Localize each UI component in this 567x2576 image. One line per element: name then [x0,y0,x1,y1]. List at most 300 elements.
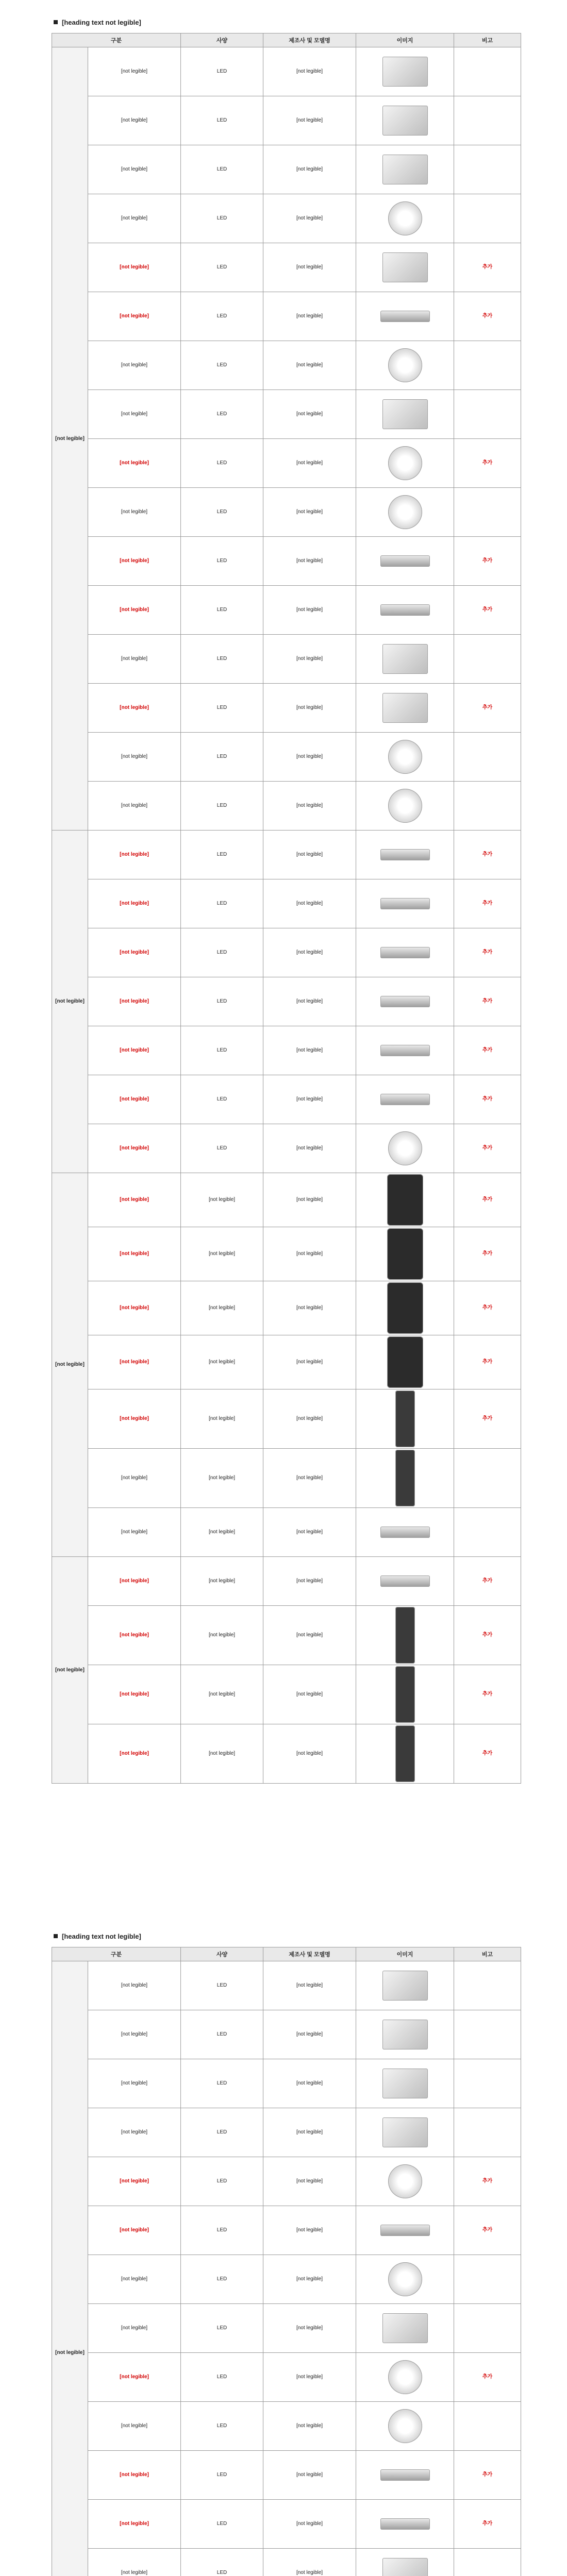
spec-cell: [not legible] [181,1449,263,1508]
spec-cell: LED [181,879,263,928]
product-photo [388,2164,422,2198]
item-name-cell: [not legible] [88,831,181,879]
product-photo [380,1575,430,1587]
model-cell: [not legible] [263,47,356,96]
spec-cell: [not legible] [181,1557,263,1606]
table-row [52,488,521,537]
model-cell: [not legible] [263,1227,356,1281]
product-image-cell [356,1124,454,1173]
category-cell: [not legible] [52,47,88,831]
section-title [52,15,521,29]
product-image-cell [356,1961,454,2010]
model-cell: [not legible] [263,2549,356,2576]
note-cell [454,2108,521,2157]
note-cell: 추가 [454,1227,521,1281]
spec-cell: [not legible] [181,1173,263,1227]
spec-cell: [not legible] [181,1281,263,1335]
model-cell: [not legible] [263,1665,356,1724]
category-cell: [not legible] [52,1961,88,2576]
model-cell: [not legible] [263,2206,356,2255]
spec-cell: LED [181,782,263,831]
model-cell: [not legible] [263,2108,356,2157]
model-cell: [not legible] [263,292,356,341]
table-row [52,1557,521,1606]
spec-cell: [not legible] [181,1724,263,1784]
table-row [52,1227,521,1281]
item-name-cell: [not legible] [88,439,181,488]
product-photo [395,1607,415,1664]
spec-cell: LED [181,635,263,684]
note-cell: 추가 [454,1724,521,1784]
product-photo [395,1725,415,1782]
note-cell: 추가 [454,977,521,1026]
spec-cell: LED [181,488,263,537]
note-cell [454,488,521,537]
product-image-cell [356,1665,454,1724]
model-cell: [not legible] [263,782,356,831]
spec-cell: LED [181,586,263,635]
product-photo [380,2469,430,2481]
table-row [52,1173,521,1227]
model-cell: [not legible] [263,2500,356,2549]
model-cell: [not legible] [263,2451,356,2500]
product-image-cell [356,2157,454,2206]
item-name-cell: [not legible] [88,684,181,733]
product-image-cell [356,2451,454,2500]
note-cell [454,96,521,145]
product-image-cell [356,1075,454,1124]
product-image-cell [356,1557,454,1606]
category-cell: [not legible] [52,831,88,1173]
item-name-cell: [not legible] [88,194,181,243]
product-photo [382,252,428,282]
table-row [52,2206,521,2255]
note-cell: 추가 [454,928,521,977]
model-cell: [not legible] [263,2255,356,2304]
model-cell: [not legible] [263,341,356,390]
item-name-cell: [not legible] [88,2157,181,2206]
product-photo [380,1094,430,1105]
spec-cell: LED [181,684,263,733]
col-header-note: 비고 [454,33,521,47]
product-image-cell [356,782,454,831]
item-name-cell: [not legible] [88,2010,181,2059]
item-name-cell: [not legible] [88,2549,181,2576]
spec-cell: [not legible] [181,1508,263,1557]
product-image-cell [356,1281,454,1335]
spec-cell: LED [181,439,263,488]
item-name-cell: [not legible] [88,1508,181,1557]
spec-cell: LED [181,2255,263,2304]
product-image-cell [356,96,454,145]
bullet-icon [54,20,58,24]
spec-cell: LED [181,1124,263,1173]
product-photo [380,1527,430,1538]
note-cell: 추가 [454,2157,521,2206]
product-image-cell [356,733,454,782]
spec-cell: LED [181,831,263,879]
table-row [52,145,521,194]
product-photo [382,399,428,429]
item-name-cell: [not legible] [88,1335,181,1389]
table-row [52,1665,521,1724]
section-title-text: [heading text not legible] [62,18,141,26]
product-photo [388,1131,422,1165]
table-row [52,831,521,879]
note-cell: 추가 [454,1281,521,1335]
item-name-cell: [not legible] [88,390,181,439]
table-row [52,1508,521,1557]
model-cell: [not legible] [263,1557,356,1606]
product-photo [382,2117,428,2147]
product-image-cell [356,635,454,684]
model-cell: [not legible] [263,879,356,928]
product-image-cell [356,2500,454,2549]
note-cell [454,2010,521,2059]
table-row [52,733,521,782]
model-cell: [not legible] [263,2304,356,2353]
model-cell: [not legible] [263,977,356,1026]
item-name-cell: [not legible] [88,1173,181,1227]
table-row [52,1335,521,1389]
table-row [52,928,521,977]
model-cell: [not legible] [263,1606,356,1665]
table-row [52,586,521,635]
table-row [52,2255,521,2304]
model-cell: [not legible] [263,831,356,879]
product-image-cell [356,1389,454,1449]
table-row [52,194,521,243]
col-header-image: 이미지 [356,1947,454,1961]
table-row [52,684,521,733]
model-cell: [not legible] [263,1281,356,1335]
product-image-cell [356,2402,454,2451]
product-photo [382,2069,428,2098]
product-image-cell [356,1606,454,1665]
table-row [52,2500,521,2549]
item-name-cell: [not legible] [88,292,181,341]
spec-cell: [not legible] [181,1227,263,1281]
table-row [52,341,521,390]
product-photo [382,644,428,674]
model-cell: [not legible] [263,2059,356,2108]
product-photo [382,155,428,184]
table-row [52,1389,521,1449]
table-row [52,1449,521,1508]
note-cell: 추가 [454,439,521,488]
note-cell: 추가 [454,1557,521,1606]
spec-cell: [not legible] [181,1606,263,1665]
table-row [52,1075,521,1124]
table-row [52,1124,521,1173]
note-cell: 추가 [454,1075,521,1124]
col-header-category: 구분 [52,33,181,47]
item-name-cell: [not legible] [88,733,181,782]
note-cell: 추가 [454,1665,521,1724]
spec-cell: LED [181,733,263,782]
product-photo [380,947,430,958]
model-cell: [not legible] [263,390,356,439]
spec-cell: LED [181,2500,263,2549]
model-cell: [not legible] [263,194,356,243]
product-image-cell [356,879,454,928]
product-image-cell [356,390,454,439]
product-image-cell [356,292,454,341]
bullet-icon [54,1934,58,1938]
table-row [52,390,521,439]
model-cell: [not legible] [263,1075,356,1124]
item-name-cell: [not legible] [88,1124,181,1173]
spec-cell: LED [181,2549,263,2576]
product-photo [382,106,428,135]
product-photo [382,2020,428,2049]
model-cell: [not legible] [263,2010,356,2059]
item-name-cell: [not legible] [88,1606,181,1665]
product-image-cell [356,831,454,879]
product-photo [380,311,430,322]
note-cell [454,2304,521,2353]
item-name-cell: [not legible] [88,537,181,586]
note-cell: 추가 [454,684,521,733]
product-image-cell [356,2059,454,2108]
product-image-cell [356,1724,454,1784]
spec-cell: LED [181,2304,263,2353]
product-photo [388,2262,422,2296]
note-cell [454,635,521,684]
product-photo [395,1666,415,1723]
note-cell: 추가 [454,1173,521,1227]
product-image-cell [356,1508,454,1557]
item-name-cell: [not legible] [88,488,181,537]
note-cell: 추가 [454,879,521,928]
item-name-cell: [not legible] [88,1075,181,1124]
spec-cell: LED [181,1075,263,1124]
col-header-model: 제조사 및 모델명 [263,1947,356,1961]
product-photo [380,604,430,616]
product-image-cell [356,537,454,586]
spec-table [52,33,521,1784]
spec-cell: LED [181,390,263,439]
model-cell: [not legible] [263,733,356,782]
col-header-note: 비고 [454,1947,521,1961]
product-image-cell [356,341,454,390]
product-photo [388,2360,422,2394]
spec-cell: LED [181,2059,263,2108]
category-cell: [not legible] [52,1173,88,1557]
spec-cell: LED [181,341,263,390]
table-row [52,292,521,341]
spec-cell: LED [181,2451,263,2500]
spec-cell: LED [181,96,263,145]
model-cell: [not legible] [263,1335,356,1389]
item-name-cell: [not legible] [88,879,181,928]
table-row [52,1961,521,2010]
spec-cell: LED [181,2108,263,2157]
item-name-cell: [not legible] [88,586,181,635]
product-image-cell [356,586,454,635]
item-name-cell: [not legible] [88,782,181,831]
product-photo [382,57,428,87]
product-photo [382,1971,428,2001]
category-cell: [not legible] [52,1557,88,1784]
note-cell [454,1961,521,2010]
product-photo [380,2518,430,2530]
product-photo [388,201,422,235]
item-name-cell: [not legible] [88,928,181,977]
spec-cell: [not legible] [181,1335,263,1389]
product-photo [387,1174,423,1226]
product-image-cell [356,1449,454,1508]
product-image-cell [356,2255,454,2304]
item-name-cell: [not legible] [88,1389,181,1449]
table-row [52,635,521,684]
spec-cell: LED [181,977,263,1026]
item-name-cell: [not legible] [88,2206,181,2255]
product-photo [380,849,430,860]
note-cell: 추가 [454,2500,521,2549]
table-row [52,879,521,928]
table-body [52,47,521,1784]
product-image-cell [356,194,454,243]
item-name-cell: [not legible] [88,977,181,1026]
product-image-cell [356,2549,454,2576]
note-cell [454,194,521,243]
model-cell: [not legible] [263,2353,356,2402]
product-image-cell [356,928,454,977]
product-photo [388,495,422,529]
item-name-cell: [not legible] [88,1557,181,1606]
table-row [52,2353,521,2402]
spec-cell: LED [181,2206,263,2255]
col-header-category: 구분 [52,1947,181,1961]
product-image-cell [356,2206,454,2255]
model-cell: [not legible] [263,2157,356,2206]
item-name-cell: [not legible] [88,635,181,684]
note-cell: 추가 [454,831,521,879]
spec-cell: LED [181,2157,263,2206]
spec-cell: LED [181,145,263,194]
product-image-cell [356,1173,454,1227]
spec-cell: LED [181,47,263,96]
model-cell: [not legible] [263,1124,356,1173]
product-photo [388,446,422,480]
spec-cell: LED [181,2010,263,2059]
table-row [52,537,521,586]
table-row [52,1724,521,1784]
spec-cell: LED [181,194,263,243]
product-image-cell [356,145,454,194]
model-cell: [not legible] [263,1026,356,1075]
table-row [52,1026,521,1075]
item-name-cell: [not legible] [88,2451,181,2500]
note-cell [454,390,521,439]
note-cell: 추가 [454,1606,521,1665]
note-cell: 추가 [454,2451,521,2500]
table-row [52,439,521,488]
product-photo [388,2409,422,2443]
col-header-model: 제조사 및 모델명 [263,33,356,47]
item-name-cell: [not legible] [88,2108,181,2157]
item-name-cell: [not legible] [88,1724,181,1784]
note-cell [454,1508,521,1557]
product-photo [382,2313,428,2343]
table-row [52,2108,521,2157]
note-cell [454,733,521,782]
note-cell: 추가 [454,1389,521,1449]
product-image-cell [356,2353,454,2402]
model-cell: [not legible] [263,145,356,194]
item-name-cell: [not legible] [88,1665,181,1724]
product-photo [382,2558,428,2576]
product-photo [380,1045,430,1056]
note-cell: 추가 [454,243,521,292]
note-cell: 추가 [454,537,521,586]
table-row [52,2059,521,2108]
note-cell [454,2402,521,2451]
table-row [52,1281,521,1335]
col-header-spec: 사양 [181,1947,263,1961]
product-photo [380,996,430,1007]
item-name-cell: [not legible] [88,47,181,96]
product-photo [382,693,428,723]
item-name-cell: [not legible] [88,243,181,292]
table-row [52,47,521,96]
item-name-cell: [not legible] [88,2059,181,2108]
note-cell [454,145,521,194]
product-image-cell [356,1335,454,1389]
product-photo [380,898,430,909]
item-name-cell: [not legible] [88,341,181,390]
model-cell: [not legible] [263,1508,356,1557]
col-header-spec: 사양 [181,33,263,47]
model-cell: [not legible] [263,537,356,586]
model-cell: [not legible] [263,243,356,292]
item-name-cell: [not legible] [88,2353,181,2402]
product-image-cell [356,1026,454,1075]
section-title-text: [heading text not legible] [62,1932,141,1940]
spec-cell: LED [181,243,263,292]
note-cell: 추가 [454,2353,521,2402]
item-name-cell: [not legible] [88,1449,181,1508]
product-photo [395,1391,415,1447]
section-title [52,1929,521,1943]
table-row [52,782,521,831]
table-row [52,1606,521,1665]
spec-cell: LED [181,2402,263,2451]
product-image-cell [356,977,454,1026]
spec-cell: LED [181,1026,263,1075]
product-photo [388,740,422,774]
item-name-cell: [not legible] [88,1281,181,1335]
product-image-cell [356,2304,454,2353]
item-name-cell: [not legible] [88,96,181,145]
note-cell [454,782,521,831]
model-cell: [not legible] [263,928,356,977]
table-row [52,2402,521,2451]
product-image-cell [356,47,454,96]
item-name-cell: [not legible] [88,2402,181,2451]
item-name-cell: [not legible] [88,2500,181,2549]
product-photo [388,789,422,823]
table-row [52,2304,521,2353]
spec-cell: LED [181,928,263,977]
note-cell: 추가 [454,2206,521,2255]
product-photo [380,555,430,567]
model-cell: [not legible] [263,1961,356,2010]
note-cell: 추가 [454,1124,521,1173]
table-body [52,1961,521,2576]
product-photo [387,1228,423,1280]
